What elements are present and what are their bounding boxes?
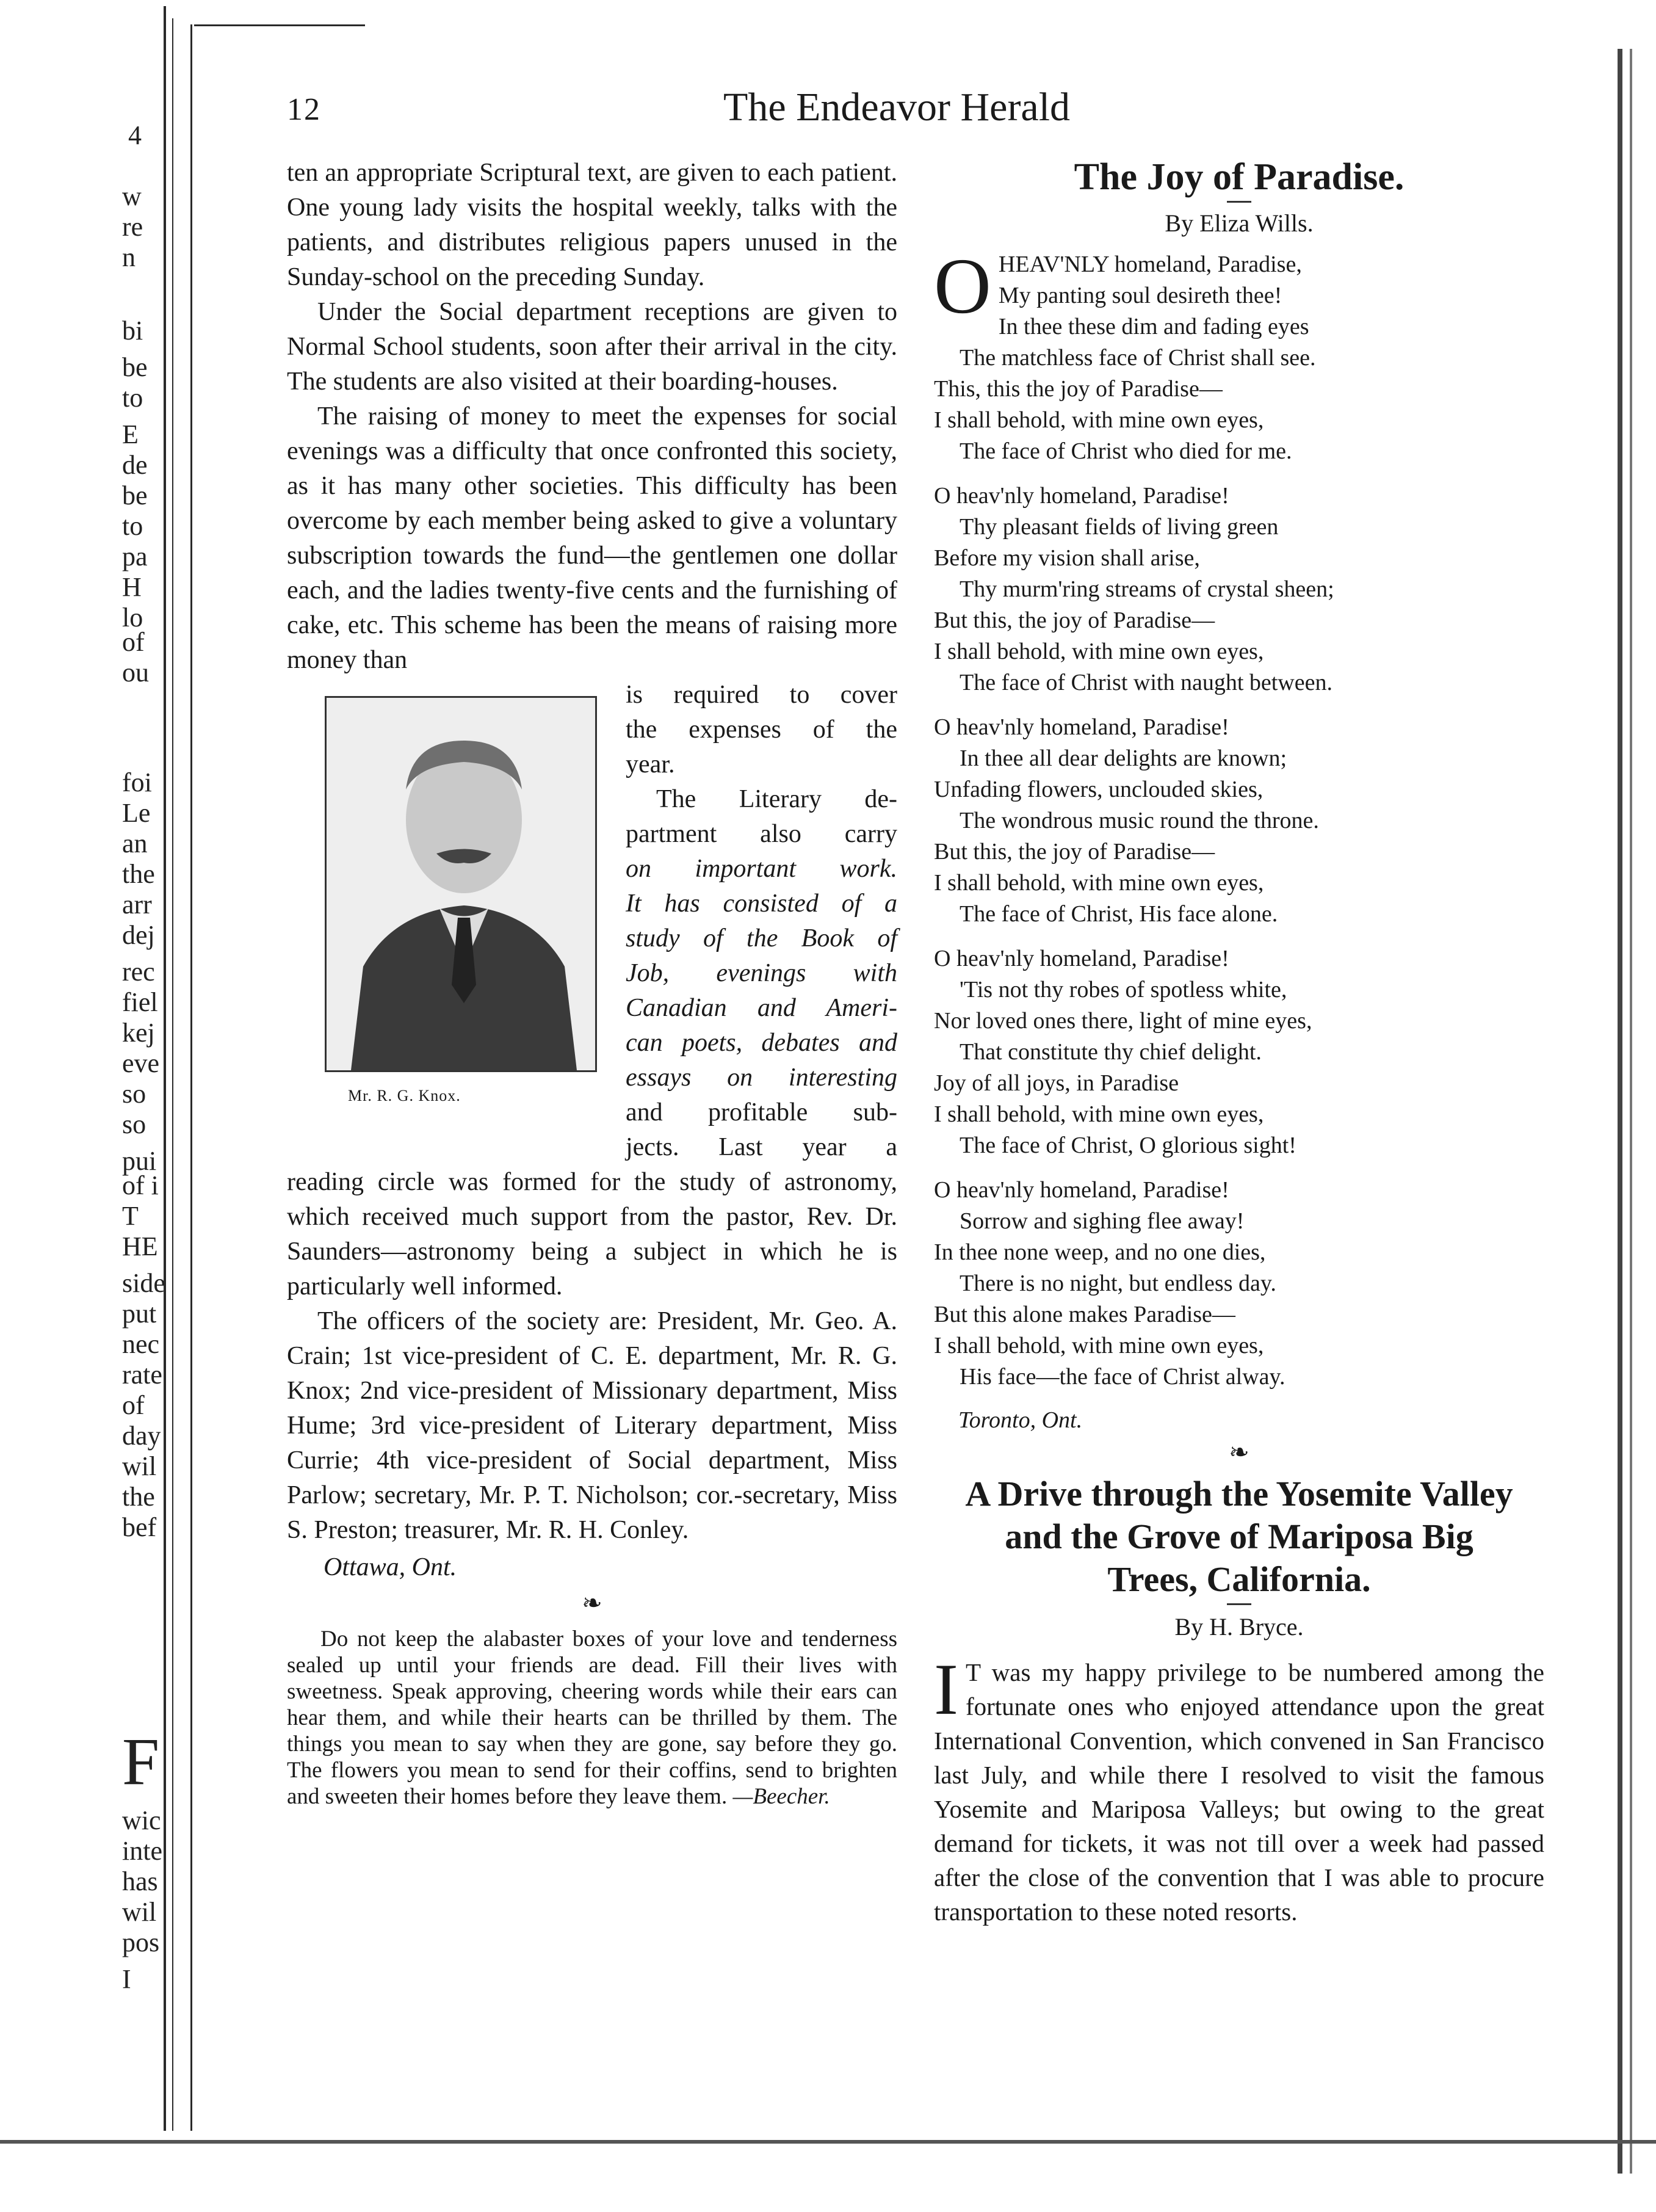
journal-title: The Endeavor Herald <box>723 85 1071 129</box>
paragraph: ten an appropriate Scriptural text, are given to each patient. One young lady visits the hospital weekly, talks with the patients, and distributes religious papers unused in the Sunday-school on the preceding Sunday. <box>287 159 897 291</box>
poem-line: O heav'nly homeland, Paradise! <box>934 714 1229 740</box>
poem-line: His face—the face of Christ alway. <box>960 1364 1285 1390</box>
poem-line: My panting soul desireth thee! <box>998 283 1282 308</box>
article-body <box>934 1648 1544 1929</box>
gutter-fragment: to <box>122 383 143 413</box>
poem-line: The face of Christ, O glorious sight! <box>960 1133 1296 1158</box>
article-byline: By H. Bryce. <box>1174 1613 1304 1641</box>
poem-line: That constitute thy chief delight. <box>960 1039 1262 1065</box>
poem-line: The face of Christ with naught between. <box>960 670 1332 695</box>
poem-stanza <box>934 943 1544 1161</box>
article-title-line: and the Grove of Mariposa Big <box>1005 1517 1473 1556</box>
gutter-fragment: pa <box>122 542 148 571</box>
gutter-fragment: H <box>122 572 142 602</box>
title-rule <box>1227 201 1251 203</box>
poem-stanza <box>934 480 1544 698</box>
gutter-fragment: nec <box>122 1329 160 1359</box>
wrap-line: partment also carry <box>626 820 897 848</box>
wrap-line: essays on interesting <box>626 1064 897 1092</box>
poem-line: Thy pleasant fields of living green <box>960 514 1279 540</box>
poem-line: HEAV'NLY homeland, Paradise, <box>998 252 1302 277</box>
poem-line: O heav'nly homeland, Paradise! <box>934 1177 1229 1203</box>
poem-signoff: Toronto, Ont. <box>958 1407 1083 1433</box>
gutter-fragment: wil <box>122 1451 157 1481</box>
poem-byline: By Eliza Wills. <box>1165 209 1314 237</box>
gutter-fragment: rate <box>122 1360 162 1390</box>
figure-block <box>287 678 897 1165</box>
gutter-fragment: pui <box>122 1146 157 1176</box>
wrap-line: Canadian and Ameri- <box>626 994 897 1022</box>
gutter-fragment: re <box>122 212 143 242</box>
poem-line: I shall behold, with mine own eyes, <box>934 1101 1264 1127</box>
page-number: 12 <box>287 92 321 127</box>
title-rule <box>1227 1603 1251 1605</box>
gutter-fragment: side <box>122 1268 165 1298</box>
poem-line: Joy of all joys, in Paradise <box>934 1070 1179 1096</box>
gutter-fragment: F <box>122 1724 160 1799</box>
poem-line: I shall behold, with mine own eyes, <box>934 870 1264 896</box>
right-column <box>934 156 1544 1929</box>
wrap-line: year. <box>626 750 675 778</box>
gutter-fragment: be <box>122 352 148 382</box>
quote-text: Do not keep the alabaster boxes of your love and tenderness sealed up until your friends are dead. Fill their lives with sweetness. Speak approving, cheering words while their ears can hear them, and while their hearts can be thrilled by them. The things you mean to say when they are gone, say before they go. The flowers you mean to send for their coffins, send to brighten and sweeten their homes before they leave them. <box>287 1626 897 1809</box>
wrap-line: the expenses of the <box>626 716 897 744</box>
gutter-fragment: wil <box>122 1897 157 1927</box>
portrait-image <box>327 698 595 1070</box>
wrap-line: study of the Book of <box>626 924 897 952</box>
gutter-fragment: wic <box>122 1805 161 1835</box>
gutter-fragment: I <box>122 1964 131 1994</box>
poem-stanza <box>934 242 1544 467</box>
beecher-quote <box>287 1626 897 1810</box>
previous-page-gutter <box>0 0 201 2212</box>
paragraph: The raising of money to meet the expenses for social evenings was a difficulty that once confronted this society, as it has many other societies. This difficulty has been overcome by each member being asked to give a voluntary subscription towards the fund—the gentlemen one dollar each, and the ladies twenty-five cents and the furnishing of cake, etc. This scheme has been the means of raising more money than <box>287 402 897 674</box>
poem-line: This, this the joy of Paradise— <box>934 376 1223 402</box>
poem-line: In thee all dear delights are known; <box>960 745 1287 771</box>
dropcap: O <box>934 242 991 330</box>
gutter-fragment: inte <box>122 1836 162 1866</box>
dropcap: I <box>934 1648 958 1730</box>
poem-line: I shall behold, with mine own eyes, <box>934 639 1264 664</box>
portrait-photo <box>325 696 597 1072</box>
gutter-fragment: of <box>122 1390 145 1420</box>
paragraph: Under the Social department receptions are given to Normal School students, soon after their arrival in the city. The students are also visited at their boarding-houses. <box>287 298 897 396</box>
poem-line: The wondrous music round the throne. <box>960 808 1319 833</box>
photo-caption: Mr. R. G. Knox. <box>348 1087 461 1104</box>
gutter-fragment: kej <box>122 1018 155 1048</box>
poem-line: Before my vision shall arise, <box>934 545 1200 571</box>
gutter-fragment: put <box>122 1299 157 1329</box>
article-title-line: Trees, California. <box>1107 1559 1371 1599</box>
gutter-fragment: Le <box>122 798 151 828</box>
poem-line: Nor loved ones there, light of mine eyes, <box>934 1008 1312 1034</box>
gutter-fragment: of i <box>122 1170 159 1200</box>
gutter-fragment: bi <box>122 316 143 346</box>
running-head <box>287 84 1111 133</box>
poem-line: Sorrow and sighing flee away! <box>960 1208 1245 1234</box>
gutter-fragment: T <box>122 1201 139 1231</box>
poem-line: O heav'nly homeland, Paradise! <box>934 483 1229 509</box>
wrapped-text <box>626 678 897 1165</box>
gutter-fragment: ou <box>122 658 149 687</box>
poem-line: But this, the joy of Paradise— <box>934 607 1215 633</box>
poem-line: I shall behold, with mine own eyes, <box>934 1333 1264 1358</box>
paragraph: The officers of the society are: President, Mr. Geo. A. Crain; 1st vice-president of C. E. department, Mr. R. G. Knox; 2nd vice-president of Missionary department, Miss Hume; 3rd vice-president of Literary department, Miss Currie; 4th vice-president of Social department, Miss Parlow; secretary, Mr. P. T. Nicholson; cor.-secretary, Miss S. Preston; treasurer, Mr. R. H. Conley. <box>287 1307 897 1544</box>
left-column <box>287 156 897 1810</box>
gutter-fragment: n <box>122 242 136 272</box>
poem-line: In thee none weep, and no one dies, <box>934 1239 1266 1265</box>
poem-line: 'Tis not thy robes of spotless white, <box>960 977 1287 1003</box>
page-edge <box>1611 49 1648 2174</box>
poem-line: In thee these dim and fading eyes <box>998 314 1309 339</box>
ornament: ❧ <box>1229 1438 1249 1466</box>
poem-line: Thy murm'ring streams of crystal sheen; <box>960 576 1334 602</box>
poem-line: O heav'nly homeland, Paradise! <box>934 946 1229 971</box>
poem-stanza <box>934 712 1544 930</box>
gutter-fragment: has <box>122 1866 158 1896</box>
gutter-fragment: the <box>122 1482 155 1512</box>
poem-line: I shall behold, with mine own eyes, <box>934 407 1264 433</box>
gutter-fragment: arr <box>122 890 152 919</box>
gutter-fragment: w <box>122 181 142 211</box>
gutter-fragment: pos <box>122 1927 160 1957</box>
poem-title: The Joy of Paradise. <box>1074 156 1405 198</box>
gutter-fragment: so <box>122 1079 146 1109</box>
article-title-line: A Drive through the Yosemite Valley <box>965 1474 1513 1514</box>
poem-body <box>934 242 1544 1393</box>
gutter-fragment: eve <box>122 1048 160 1078</box>
gutter-fragment: foi <box>122 767 152 797</box>
poem-line: There is no night, but endless day. <box>960 1271 1276 1296</box>
ornament: ❧ <box>582 1589 602 1617</box>
wrap-line: can poets, debates and <box>626 1029 897 1057</box>
wrap-line: Job, evenings with <box>626 959 897 987</box>
wrap-line: on important work. <box>626 855 897 883</box>
gutter-fragment: so <box>122 1109 146 1139</box>
gutter-fragment: de <box>122 450 148 480</box>
poem-line: But this alone makes Paradise— <box>934 1302 1235 1327</box>
gutter-fragment: lo <box>122 603 143 633</box>
wrap-line: jects. Last year a <box>626 1133 897 1161</box>
poem-line: The face of Christ, His face alone. <box>960 901 1278 927</box>
gutter-fragment: bef <box>122 1512 157 1542</box>
gutter-fragment: HE <box>122 1231 158 1261</box>
gutter-fragment: to <box>122 511 143 541</box>
wrap-line: and profitable sub- <box>626 1098 897 1126</box>
gutter-fragment: rec <box>122 957 155 987</box>
poem-stanza <box>934 1175 1544 1393</box>
gutter-fragment: of <box>122 627 145 657</box>
gutter-fragment: E <box>122 419 139 449</box>
poem-line: The face of Christ who died for me. <box>960 438 1292 464</box>
gutter-fragment: day <box>122 1421 161 1451</box>
signoff: Ottawa, Ont. <box>324 1553 457 1581</box>
gutter-fragment: fiel <box>122 987 158 1017</box>
wrap-line: The Literary de- <box>656 785 897 813</box>
paragraph: reading circle was formed for the study of astronomy, which received much support from the pastor, Rev. Dr. Saunders—astronomy being a subject in which he is particularly well informed. <box>287 1168 897 1300</box>
gutter-fragment: the <box>122 859 155 889</box>
gutter-fragment: an <box>122 829 148 858</box>
article-text: T was my happy privilege to be numbered among the fortunate ones who enjoyed attendance upon the great International Convention, which convened in San Francisco last July, and while there I resolved to visit the famous Yosemite and Mariposa Valleys; but owing to the great demand for tickets, it was not till over a week had passed after the close of the convention that I was able to procure transportation to these noted resorts. <box>934 1658 1544 1926</box>
gutter-fragment: dej <box>122 920 155 950</box>
poem-line: But this, the joy of Paradise— <box>934 839 1215 865</box>
gutter-fragment: be <box>122 480 148 510</box>
quote-attribution: —Beecher. <box>732 1784 830 1809</box>
poem-line: The matchless face of Christ shall see. <box>960 345 1316 371</box>
bottom-rule <box>0 2140 1656 2144</box>
gutter-fragment: 4 <box>128 120 142 150</box>
wrap-line: is required to cover <box>626 681 897 709</box>
poem-line: Unfading flowers, unclouded skies, <box>934 777 1264 802</box>
wrap-line: It has consisted of a <box>626 890 897 918</box>
